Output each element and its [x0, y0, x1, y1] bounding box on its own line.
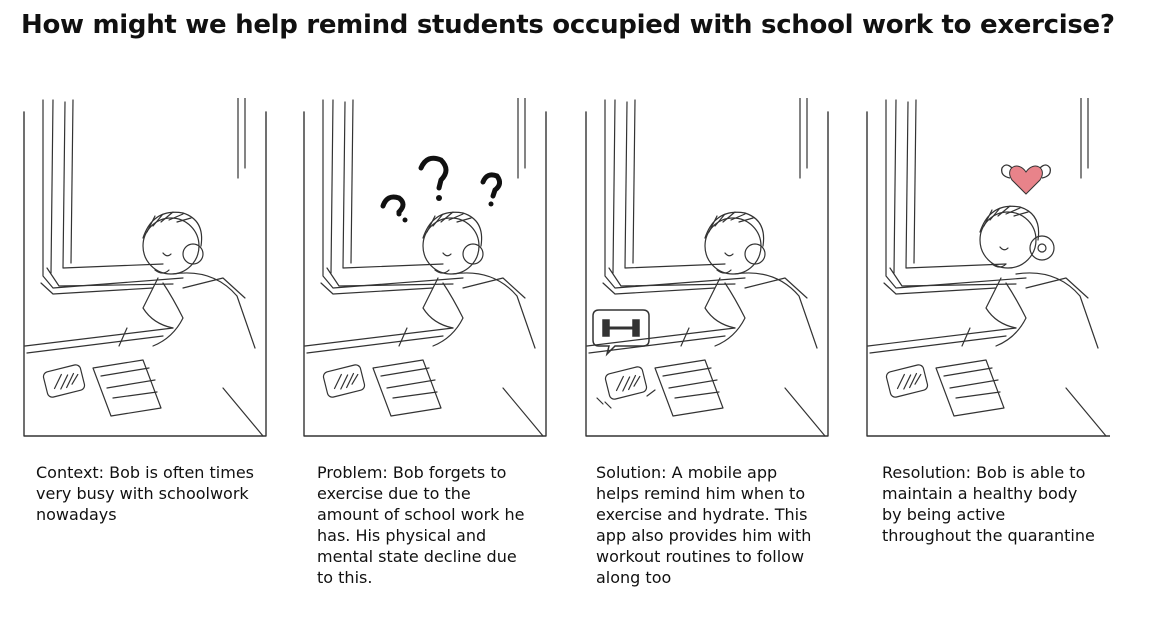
caption-resolution: Resolution: Bob is able to maintain a healthy body by being active throughout the quarantine [882, 463, 1095, 545]
page-title: How might we help remind students occupied with school work to exercise? [21, 10, 1115, 40]
sketch-context [23, 98, 267, 438]
caption-solution: Solution: A mobile app helps remind him when to exercise and hydrate. This app also provides him with workout routines to follow along too [596, 463, 812, 587]
storyboard-panel-problem [303, 98, 547, 438]
storyboard-panel-context [23, 98, 267, 438]
sketch-resolution [866, 98, 1110, 438]
sketch-solution [585, 98, 829, 438]
question-marks-icon [383, 158, 500, 222]
caption-problem: Problem: Bob forgets to exercise due to the amount of school work he has. His physical and mental state decline due to this. [317, 463, 525, 587]
caption-context: Context: Bob is often times very busy with schoolwork nowadays [36, 463, 254, 524]
dumbbell-notification-icon [593, 310, 649, 354]
flexing-heart-icon [1002, 165, 1051, 194]
storyboard-panel-resolution [866, 98, 1110, 438]
sketch-problem [303, 98, 547, 438]
storyboard-panel-solution [585, 98, 829, 438]
